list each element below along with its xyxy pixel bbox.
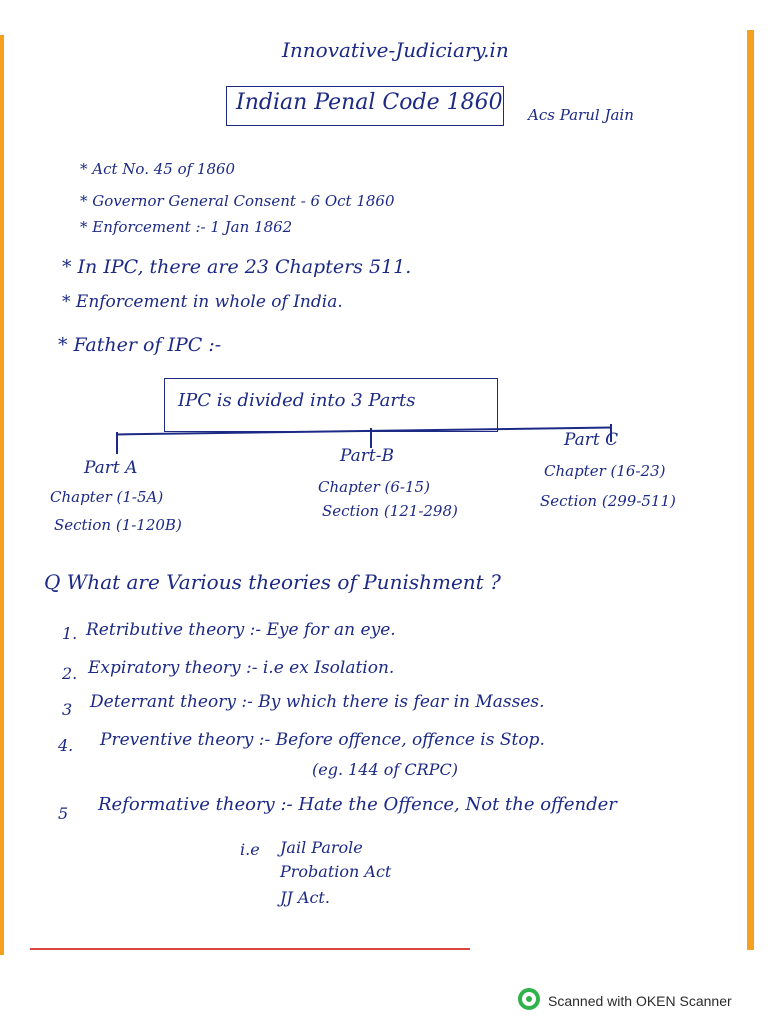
theory-1-number: 1. — [62, 624, 78, 643]
part-b-section: Section (121-298) — [322, 502, 458, 520]
page-edge-left — [0, 35, 4, 955]
diagram-title: IPC is divided into 3 Parts — [178, 390, 416, 411]
part-c-chapter: Chapter (16-23) — [544, 462, 666, 480]
scanner-watermark-text: Scanned with OKEN Scanner — [548, 993, 732, 1009]
theory-1-text: Retributive theory :- Eye for an eye. — [86, 620, 396, 640]
theory-2-number: 2. — [62, 664, 78, 683]
theory-4-number: 4. — [58, 736, 74, 755]
point-chapters: * In IPC, there are 23 Chapters 511. — [62, 256, 412, 278]
part-a-name: Part A — [84, 458, 138, 478]
page-edge-bottom — [30, 948, 470, 950]
point-father: * Father of IPC :- — [58, 334, 222, 356]
part-a-chapter: Chapter (1-5A) — [50, 488, 164, 506]
theory-5-text: Reformative theory :- Hate the Offence, Not the offender — [98, 794, 617, 815]
diagram-branch-left — [116, 432, 118, 454]
author-name: Acs Parul Jain — [528, 106, 634, 124]
theory-2-text: Expiratory theory :- i.e ex Isolation. — [88, 658, 395, 678]
reformative-item-jail-parole: Jail Parole — [280, 838, 363, 857]
page-title: Indian Penal Code 1860 — [236, 90, 503, 115]
reformative-item-jj-act: JJ Act. — [280, 888, 330, 907]
fact-governor-consent: * Governor General Consent - 6 Oct 1860 — [80, 192, 395, 210]
site-heading: Innovative-Judiciary.in — [282, 38, 509, 62]
reformative-item-probation: Probation Act — [280, 862, 392, 881]
part-b-chapter: Chapter (6-15) — [318, 478, 430, 496]
theory-5-number: 5 — [58, 804, 69, 823]
fact-act-number: * Act No. 45 of 1860 — [80, 160, 236, 178]
fact-enforcement: * Enforcement :- 1 Jan 1862 — [80, 218, 293, 236]
part-b-name: Part-B — [340, 446, 395, 466]
part-c-name: Part C — [564, 430, 619, 450]
theory-4-text: Preventive theory :- Before offence, offence is Stop. — [100, 730, 545, 750]
theory-3-text: Deterrant theory :- By which there is fear in Masses. — [90, 692, 545, 712]
question-heading: Q What are Various theories of Punishment ? — [44, 570, 501, 594]
theory-3-number: 3 — [62, 700, 73, 719]
reformative-prefix: i.e — [240, 840, 260, 859]
theory-4-example: (eg. 144 of CRPC) — [312, 760, 458, 779]
page-edge-right — [747, 30, 754, 950]
part-c-section: Section (299-511) — [540, 492, 676, 510]
part-a-section: Section (1-120B) — [54, 516, 182, 534]
point-enforcement: * Enforcement in whole of India. — [62, 292, 343, 312]
scanner-watermark — [518, 990, 732, 1012]
diagram-branch-center — [370, 428, 372, 448]
oken-scanner-logo-icon — [518, 988, 540, 1014]
